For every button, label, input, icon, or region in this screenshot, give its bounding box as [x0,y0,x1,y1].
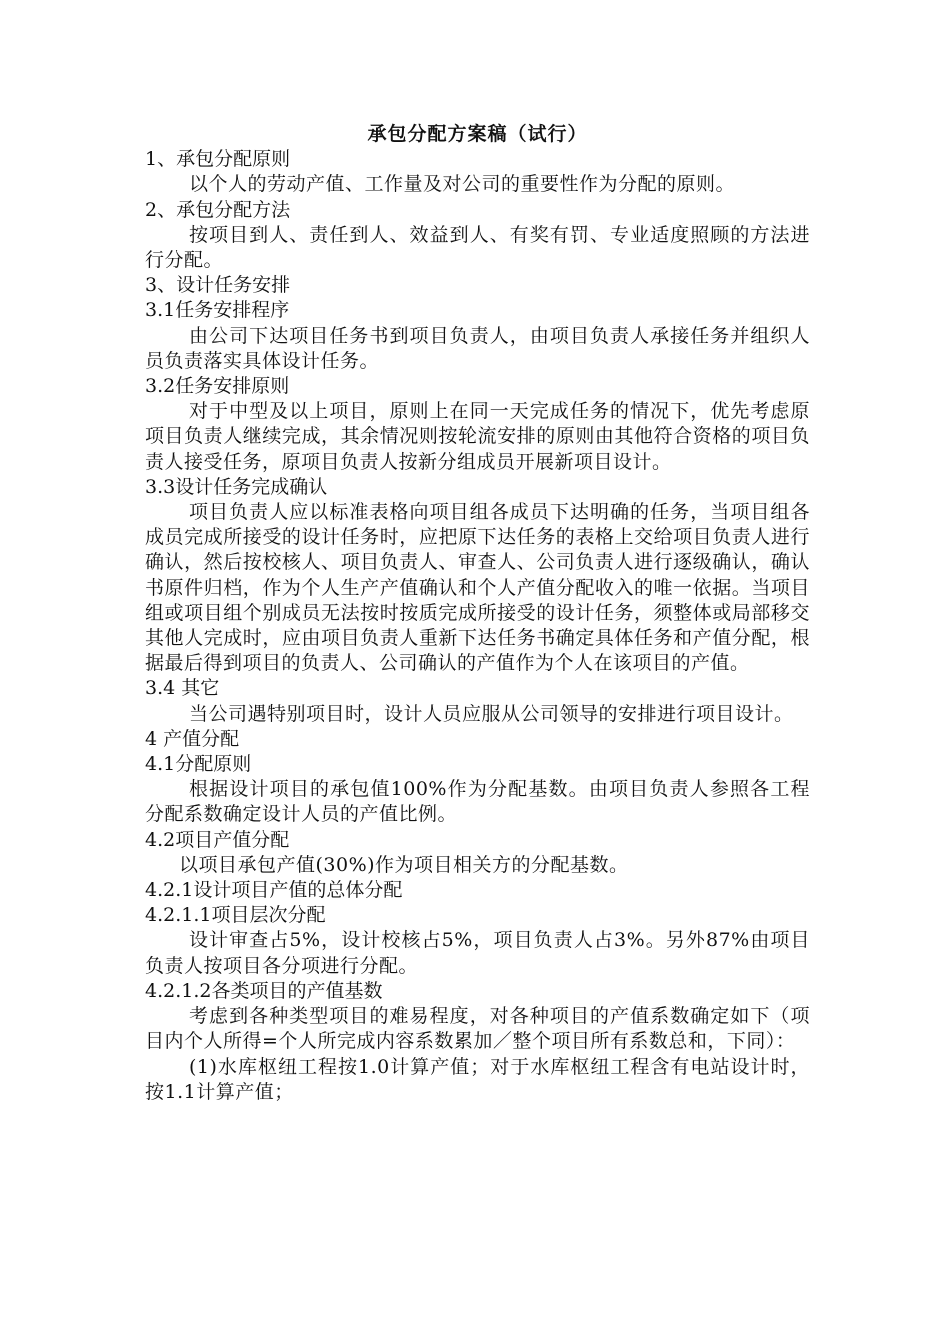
paragraph: 对于中型及以上项目，原则上在同一天完成任务的情况下，优先考虑原项目负责人继续完成，其余情况则按轮流安排的原则由其他符合资格的项目负责人接受任务，原项目负责人按新分组成员开展新项目设计。 [145,400,810,473]
paragraph: (1)水库枢纽工程按1.0计算产值；对于水库枢纽工程含有电站设计时，按1.1计算产值； [145,1055,810,1103]
paragraph: 根据设计项目的承包值100%作为分配基数。由项目负责人参照各工程分配系数确定设计人员的产值比例。 [145,778,810,826]
section-heading: 2、承包分配方法 [145,198,291,221]
paragraph: 以个人的劳动产值、工作量及对公司的重要性作为分配的原则。 [189,173,736,196]
section-heading: 4 产值分配 [145,727,240,750]
subsection-heading: 4.1分配原则 [145,753,252,776]
section-heading: 1、承包分配原则 [145,148,291,171]
subsection-heading: 3.1任务安排程序 [145,299,290,322]
paragraph: 考虑到各种类型项目的难易程度，对各种项目的产值系数确定如下（项目内个人所得=个人所完成内容系数累加／整个项目所有系数总和，下同）： [145,1005,810,1053]
subsection-heading: 3.4 其它 [145,677,220,700]
subsection-heading: 3.3设计任务完成确认 [145,475,328,498]
subsection-heading: 4.2.1.1项目层次分配 [145,904,326,927]
section-heading: 3、设计任务安排 [145,274,291,297]
paragraph: 由公司下达项目任务书到项目负责人，由项目负责人承接任务并组织人员负责落实具体设计任务。 [145,324,810,372]
paragraph: 按项目到人、责任到人、效益到人、有奖有罚、专业适度照顾的方法进行分配。 [145,223,810,271]
paragraph: 当公司遇特别项目时，设计人员应服从公司领导的安排进行项目设计。 [189,702,794,725]
subsection-heading: 4.2.1设计项目产值的总体分配 [145,879,403,902]
subsection-heading: 4.2.1.2各类项目的产值基数 [145,979,383,1002]
document-title: 承包分配方案稿（试行） [367,123,588,145]
paragraph: 设计审查占5%，设计校核占5%，项目负责人占3%。另外87%由项目负责人按项目各分项进行分配。 [145,929,810,977]
paragraph: 项目负责人应以标准表格向项目组各成员下达明确的任务，当项目组各成员完成所接受的设计任务时，应把原下达任务的表格上交给项目负责人进行确认，然后按校核人、项目负责人、审查人、公司负责人进行逐级确认，确认书原件归档，作为个人生产产值确认和个人产值分配收入的唯一依据。当项目组或项目组个别成员无法按时按质完成所接受的设计任务，须整体或局部移交其他人完成时，应由项目负责人重新下达任务书确定具体任务和产值分配，根据最后得到项目的负责人、公司确认的产值作为个人在该项目的产值。 [145,501,810,675]
document-body [145,122,810,1105]
subsection-heading: 3.2任务安排原则 [145,375,290,398]
paragraph: 以项目承包产值(30%)作为项目相关方的分配基数。 [179,853,629,876]
subsection-heading: 4.2项目产值分配 [145,828,290,851]
